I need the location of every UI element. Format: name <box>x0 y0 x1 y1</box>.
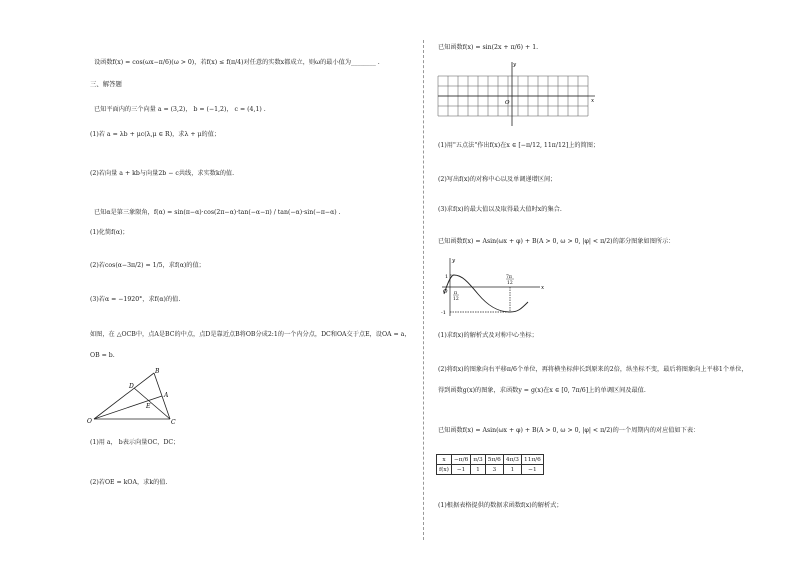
table-row <box>437 465 544 475</box>
label-e: E <box>146 403 151 410</box>
q2-intro: 已知函数f(x) = Asin(ωx + φ) + B(A > 0, ω > 0, |φ| < π/2)的部分图象如图所示： <box>438 238 675 245</box>
omega-question: 设函数f(x) = cos(ωx−π/6)(ω > 0)，若f(x) ≤ f(π/4)对任意的实数x都成立，则ω的最小值为________ . <box>94 59 380 66</box>
q3-intro: 已知函数f(x) = Asin(ωx + φ) + B(A > 0, ω > 0, |φ| < π/2)的一个周期内的对应值如下表： <box>438 427 700 434</box>
left-column <box>84 0 414 562</box>
grid-x-label: x <box>591 98 595 104</box>
vector-q1: (1)若 a = λb + μc(λ,μ ∈ R)，求λ + μ的值； <box>90 131 221 138</box>
q1-part3: (3)求f(x)的最大值以及取得最大值时x的集合. <box>438 206 562 213</box>
q2-part1: (1)求f(x)的解析式及对称中心坐标； <box>438 332 538 339</box>
graph-y-label: y <box>452 258 456 264</box>
right-column <box>436 0 748 562</box>
vector-intro: 已知平面内的三个向量 a = (3,2)， b = (−1,2)， c = (4,1) . <box>94 106 266 113</box>
triangle-intro-line1: 如图，在 △OCB中，点A是BC的中点，点D是靠近点B将OB分成2:1的一个内分点，DC和OA交于点E，设OA = a， <box>90 331 411 338</box>
segment-ob <box>94 373 154 419</box>
table-cell: −π/6 <box>451 455 470 465</box>
alpha-q1: (1)化简f(α)； <box>90 229 129 236</box>
alpha-q2: (2)若cos(α−3π/2) = 1/5，求f(α)的值； <box>90 262 205 269</box>
table-cell: 5π/6 <box>485 455 503 465</box>
q1-intro: 已知函数f(x) = sin(2x + π/6) + 1. <box>438 44 539 51</box>
table-cell: −1 <box>522 465 544 475</box>
graph-7pi-num: 7π <box>506 275 512 280</box>
graph-pi-num: π <box>454 291 457 296</box>
column-divider <box>423 40 424 540</box>
q2-part2-line1: (2)将f(x)的图象向右平移π/6个单位，再将横坐标伸长到原来的2倍，纵坐标不变，最后将图象向上平移1个单位， <box>438 366 748 373</box>
table-cell: 3 <box>485 465 503 475</box>
graph-7pi-den: 12 <box>507 281 513 286</box>
triangle-q2: (2)若OE = kOA，求k的值. <box>90 479 168 486</box>
alpha-q3: (3)若α = −1920°，求f(α)的值. <box>90 296 181 303</box>
grid-y-label: y <box>513 62 517 68</box>
graph-origin-label: O <box>443 289 448 295</box>
table-cell: π/3 <box>471 455 485 465</box>
grid-origin-label: O <box>505 100 510 106</box>
q1-part2: (2)写出f(x)的对称中心以及单调递增区间； <box>438 176 557 183</box>
segment-oa <box>94 396 162 419</box>
label-b: B <box>155 368 160 375</box>
table-cell: f(x) <box>437 465 452 475</box>
section-title: 三、解答题 <box>90 80 122 88</box>
blank-grid <box>438 58 598 128</box>
table-cell: −1 <box>451 465 470 475</box>
graph-x-label: x <box>541 285 545 291</box>
triangle-figure <box>84 366 194 426</box>
label-a: A <box>164 392 169 399</box>
table-cell: 1 <box>471 465 485 475</box>
triangle-intro-line2: OB = b. <box>90 352 115 359</box>
q3-part1: (1)根据表格提供的数据求函数f(x)的解析式； <box>438 502 563 509</box>
graph-minus-one-label: -1 <box>441 310 446 316</box>
q2-part2-line2: 得到函数g(x)的图象，求函数y = g(x)在x ∈ [0, 7π/6]上的单调区间及最值. <box>438 387 646 394</box>
graph-pi-den: 12 <box>453 297 459 302</box>
value-table <box>436 454 544 475</box>
table-header-row <box>437 455 544 465</box>
triangle-q1: (1)用 a， b表示向量OC，DC； <box>90 439 180 446</box>
table-cell: x <box>437 455 452 465</box>
graph-one-label: 1 <box>445 274 449 280</box>
alpha-intro: 已知α是第三象限角，f(α) = sin(π−α)·cos(2π−α)·tan(−α−π) / tan(−α)·sin(−π−α) . <box>94 209 341 216</box>
q1-part1: (1)用"五点法"作出f(x)在x ∈ [−π/12, 11π/12]上的简图； <box>438 142 600 149</box>
label-c: C <box>171 419 176 426</box>
table-cell: 11π/6 <box>522 455 544 465</box>
sine-graph <box>438 254 548 320</box>
table-cell: 4π/3 <box>503 455 521 465</box>
label-d: D <box>129 383 134 390</box>
table-cell: 1 <box>503 465 521 475</box>
label-o: O <box>87 418 92 425</box>
vector-q2: (2)若向量 a + kb与向量2b − c共线，求实数k的值. <box>90 170 235 177</box>
